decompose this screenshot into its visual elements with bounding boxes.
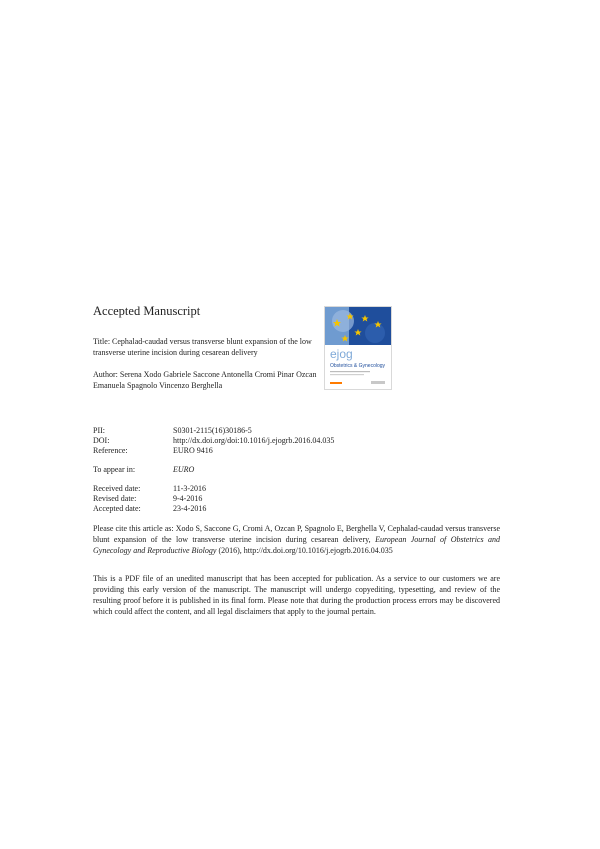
citation-intro: Please cite this article as: Xodo S, Saccone G, Cromi A, Ozcan P, Spagnolo E, Berghella V, Cephalad-caudad versus transverse blunt expansion of the low transverse uterine incision during cesarean delivery, (93, 524, 500, 544)
citation-paragraph (93, 523, 500, 556)
citation-outro: (2016), http://dx.doi.org/10.1016/j.ejogrb.2016.04.035 (216, 546, 393, 555)
doi-value[interactable]: http://dx.doi.org/doi:10.1016/j.ejogrb.2016.04.035 (173, 436, 335, 445)
appear-label: To appear in: (93, 465, 136, 474)
accepted-value: 23-4-2016 (173, 504, 207, 513)
revised-label: Revised date: (93, 494, 137, 503)
author-text: Serena Xodo Gabriele Saccone Antonella Cromi Pinar Ozcan Emanuela Spagnolo Vincenzo Berghella (93, 370, 317, 390)
appear-value: EURO (173, 465, 195, 474)
page-heading: Accepted Manuscript (93, 304, 201, 318)
reference-label: Reference: (93, 446, 128, 455)
revised-value: 9-4-2016 (173, 494, 203, 503)
journal-cover-art (325, 307, 391, 389)
disclaimer-paragraph: This is a PDF file of an unedited manuscript that has been accepted for publication. As a service to our customers we are providing this early version of the manuscript. The manuscript will undergo copyediting, typesetting, and review of the resulting proof before it is published in its final form. Please note that during the production process errors may be discovered which could affect the content, and all legal disclaimers that apply to the journal pertain. (93, 574, 500, 616)
title-block (93, 336, 315, 358)
received-value: 11-3-2016 (173, 484, 207, 493)
author-label: Author: (93, 370, 118, 379)
title-text: Cephalad-caudad versus transverse blunt expansion of the low transverse uterine incision during cesarean delivery (93, 337, 312, 357)
doi-label: DOI: (93, 436, 110, 445)
title-label: Title: (93, 337, 111, 346)
pii-label: PII: (93, 426, 105, 435)
svg-text:ejog: ejog (330, 347, 353, 361)
journal-cover-image (324, 306, 392, 390)
citation-journal: European Journal of Obstetrics and Gynecology and Reproductive Biology (93, 535, 501, 555)
received-label: Received date: (93, 484, 141, 493)
reference-value: EURO 9416 (173, 446, 213, 455)
pii-value: S0301-2115(16)30186-5 (173, 426, 252, 435)
svg-text:Obstetrics & Gynecology: Obstetrics & Gynecology (330, 363, 386, 369)
accepted-label: Accepted date: (93, 504, 141, 513)
author-block (93, 369, 323, 391)
